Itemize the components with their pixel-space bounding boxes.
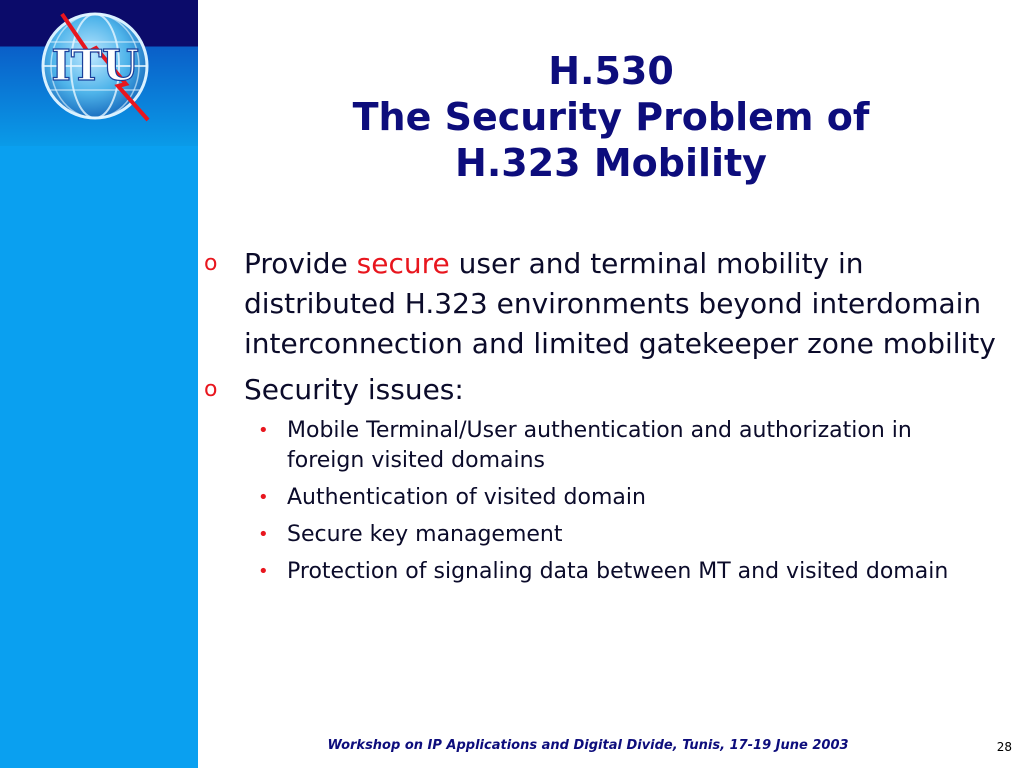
bullet-text-before: Provide (244, 247, 357, 280)
bullet-provide-secure (198, 244, 1004, 364)
page-number: 28 (996, 740, 1012, 754)
itu-globe-icon (0, 0, 198, 146)
sub-bullet-marker: • (258, 487, 269, 508)
bullet-marker: o (204, 377, 218, 402)
sub-bullet-marker: • (258, 561, 269, 582)
bullet-text-after: user and terminal mobility in distributed H.323 environments beyond interdomain interconnection and limited gatekeeper zone mobility (244, 247, 996, 360)
bullet-text: Security issues: (244, 373, 464, 406)
sub-bullet-item (198, 416, 967, 476)
sub-bullet-text: Secure key management (287, 522, 563, 547)
sub-bullet-item (198, 557, 967, 587)
logo-text: ITU (51, 41, 139, 90)
slide-title (198, 48, 1024, 186)
security-issues-list (198, 416, 1024, 587)
sub-bullet-text: Authentication of visited domain (287, 485, 646, 510)
bullet-highlight: secure (356, 247, 450, 280)
sub-bullet-text: Mobile Terminal/User authentication and authorization in foreign visited domains (287, 418, 912, 473)
bullet-security-issues (198, 370, 1004, 410)
sub-bullet-text: Protection of signaling data between MT and visited domain (287, 559, 949, 584)
slide-body (198, 244, 1024, 594)
sub-bullet-item (198, 483, 967, 513)
title-line-2: The Security Problem of (352, 95, 870, 139)
sub-bullet-item (198, 520, 967, 550)
footer-text: Workshop on IP Applications and Digital Divide, Tunis, 17-19 June 2003 (327, 738, 849, 753)
bullet-marker: o (204, 251, 218, 276)
title-line-1: H.530 (548, 49, 674, 93)
title-line-3: H.323 Mobility (455, 141, 767, 185)
sub-bullet-marker: • (258, 420, 269, 441)
sub-bullet-marker: • (258, 524, 269, 545)
itu-logo (0, 0, 198, 146)
